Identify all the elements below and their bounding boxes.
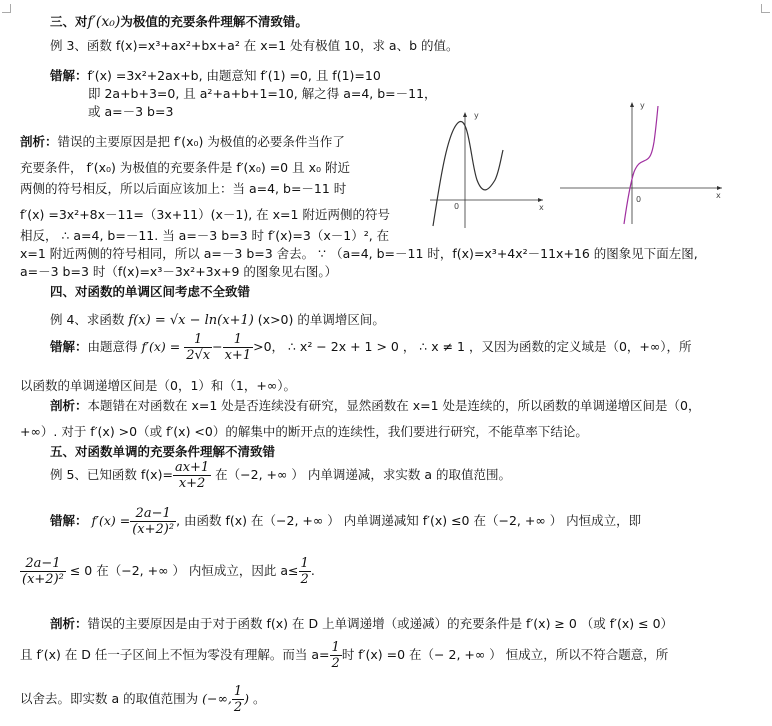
section5-wrong-solution-line2: $\frac{2a-1}{\text{(x+2)²}}$ ≤ 0 在（−2, +∞ ） 内恒成立，因此 a≤ $\frac{1}{2}$ . [22, 556, 315, 587]
corner-mark-right [761, 4, 770, 13]
fraction-one-over-two-root-x: $\frac{1}{2√x}$ [186, 332, 211, 363]
section3-wrong-solution-line3: 或 a=－3 b=3 [88, 104, 174, 119]
section3-wrong-solution-line1: 错解：f′(x) =3x²+2ax+b, 由题意知 f′(1) =0, 且 f(1)=10 [50, 68, 381, 83]
left-graph-y-label: y [474, 111, 479, 120]
fraction-2a-minus-1-over-square: $\frac{2a-1}{\text{(x+2)²}}$ [132, 506, 175, 537]
section3-analysis-line2: 充要条件， f′(x₀) 为极值的充要条件是 f′(x₀) =0 且 x₀ 附近 [20, 160, 350, 175]
section5-heading: 五、对函数单调的充要条件理解不清致错 [50, 444, 276, 459]
section5-wrong-solution-line1: 错解： f′(x) = $\frac{2a-1}{\text{(x+2)²}}$ , 由函数 f(x) 在（−2, +∞ ） 内单调递减知 f′(x) ≤0 在（−2, +∞ ） 内恒成立，即 [50, 506, 642, 537]
section5-analysis-line2: 且 f′(x) 在 D 任一子区间上不恒为零没有理解。而当 a= $\frac{1}{2}$ 时 f′(x) =0 在（− 2, +∞ ） 恒成立，所以不符合题意，所 [20, 640, 669, 671]
section3-wrong-solution-line2: 即 2a+b+3=0, 且 a²+a+b+1=10, 解之得 a=4, b=－11， [88, 86, 437, 101]
fraction-2a-minus-1-over-square-2: $\frac{2a-1}{\text{(x+2)²}}$ [22, 556, 64, 587]
fraction-one-half: $\frac{1}{2}$ [300, 556, 309, 587]
left-graph-x-label: x [539, 203, 544, 212]
section3-heading: 三、对f′(x₀)为极值的充要条件理解不清致错。 [50, 14, 308, 30]
section4-wrong-solution-line1: 错解：由题意得 f′(x) = $\frac{1}{2√x}$ − $\frac{1}{x+1}$ >0， ∴ x² − 2x + 1 > 0 ， ∴ x ≠ 1 ，又因为函数的定义域是（0，+∞），所 [50, 332, 692, 363]
fraction-ax-plus-one-over-x-plus-two: $\frac{ax+1}{x+2}$ [174, 460, 210, 491]
fraction-one-half-3: $\frac{1}{2}$ [233, 684, 243, 715]
fraction-one-half-2: $\frac{1}{2}$ [331, 640, 340, 671]
right-function-graph [560, 100, 730, 230]
section5-analysis-line1: 剖析：错误的主要原因是由于对于函数 f(x) 在 D 上单调递增（或递减）的充要条件是 f′(x) ≥ 0 （或 f′(x) ≤ 0） [50, 616, 674, 631]
example5-text: 例 5、已知函数 f(x)= $\frac{ax+1}{x+2}$ 在（−2, +∞ ） 内单调递减，求实数 a 的取值范围。 [50, 460, 511, 491]
section3-analysis-line6: x=1 附近两侧的符号相同，所以 a=－3 b=3 舍去。 ∵ （a=4, b=－11 时，f(x)=x³+4x²－11x+16 的图象见下面左图, [20, 246, 698, 261]
section3-analysis-line3: 两侧的符号相反，所以后面应该加上：当 a=4, b=－11 时 [20, 181, 347, 196]
example4-text: 例 4、求函数 f(x) = √x − ln(x+1) (x>0) 的单调增区间。 [50, 312, 385, 328]
section3-analysis-line7: a=－3 b=3 时（f(x)=x³－3x²+3x+9 的图象见右图。） [20, 264, 338, 279]
example4-function: f(x) = √x − ln(x+1) [128, 313, 254, 328]
section4-heading: 四、对函数的单调区间考虑不全致错 [50, 284, 251, 299]
right-graph-curve [624, 106, 658, 224]
section4-analysis-line2: +∞）. 对于 f′(x) >0（或 f′(x) <0）的解集中的断开点的连续性，我们要进行研究，不能草率下结论。 [20, 424, 588, 439]
corner-mark-left [2, 4, 11, 13]
section3-analysis-line5: 相反， ∴ a=4, b=－11. 当 a=－3 b=3 时 f′(x)=3（x－1）², 在 [20, 228, 390, 243]
left-graph-curve [433, 121, 503, 226]
left-graph-origin-label: 0 [454, 202, 460, 211]
right-graph-y-label: y [640, 101, 645, 110]
right-graph-x-label: x [716, 191, 721, 200]
left-function-graph [425, 108, 550, 233]
section3-analysis-line1: 剖析：错误的主要原因是把 f′(x₀) 为极值的必要条件当作了 [20, 134, 345, 149]
section3-analysis-line4: f′(x) =3x²+8x－11=（3x+11）(x－1), 在 x=1 附近两侧的符号 [20, 207, 390, 222]
example3-text: 例 3、函数 f(x)=x³+ax²+bx+a² 在 x=1 处有极值 10，求 a、b 的值。 [50, 38, 459, 53]
section4-wrong-solution-line2: 以函数的单调递增区间是（0，1）和（1，+∞）。 [20, 378, 296, 393]
fraction-one-over-x-plus-one: $\frac{1}{x+1}$ [224, 332, 252, 363]
section4-analysis-line1: 剖析：本题错在对函数在 x=1 处是否连续没有研究，显然函数在 x=1 处是连续的，所以函数的单调递增区间是（0， [50, 398, 701, 413]
right-graph-origin-label: 0 [636, 195, 642, 204]
section5-analysis-line3: 以舍去。即实数 a 的取值范围为 (−∞, $\frac{1}{2}$ ) 。 [20, 684, 266, 715]
